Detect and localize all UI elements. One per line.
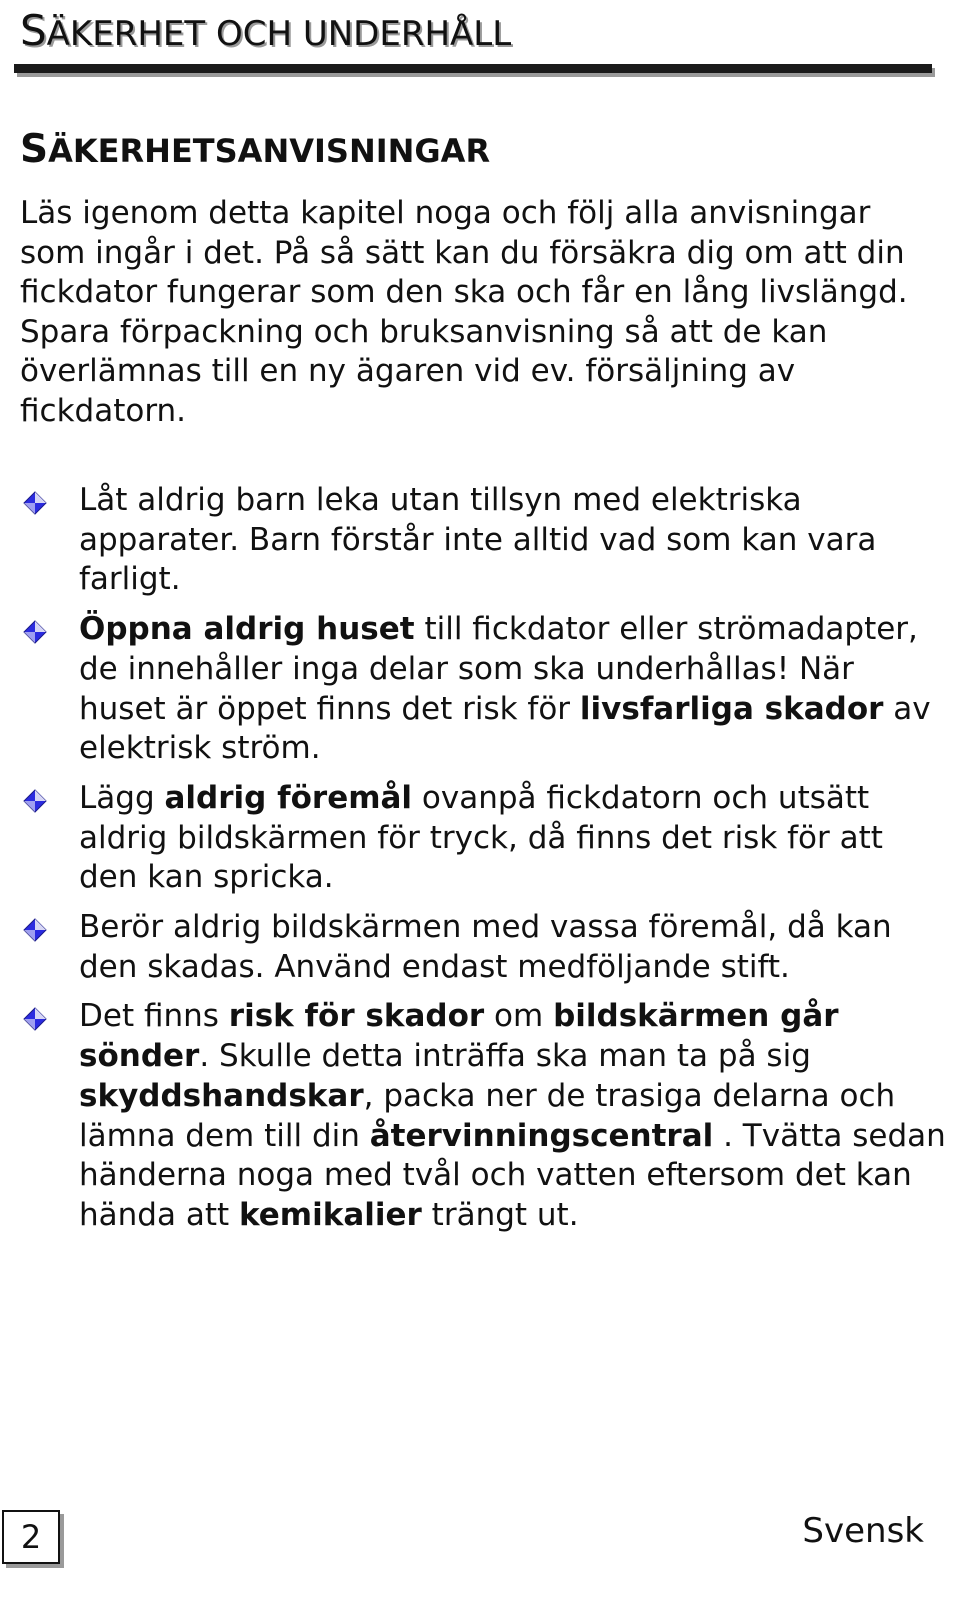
chapter-title	[20, 6, 511, 59]
bullet-text: Låt aldrig barn leka utan tillsyn med elektriska apparater. Barn förstår inte alltid vad som kan vara farligt.	[79, 482, 877, 598]
diamond-bullet-icon	[22, 788, 48, 814]
diamond-bullet-icon	[22, 619, 48, 645]
footer-language: Svensk	[802, 1511, 924, 1551]
list-item	[0, 610, 949, 769]
bullet-emphasis: bildskärmen går sönder	[79, 998, 839, 1075]
bullet-text: trängt ut.	[421, 1196, 579, 1233]
bullet-emphasis: risk för skador	[228, 998, 485, 1035]
bullet-text: Lägg	[79, 779, 165, 816]
safety-instructions-list	[0, 481, 960, 1246]
bullet-emphasis: livsfarliga skador	[579, 690, 884, 727]
bullet-emphasis: kemikalier	[238, 1196, 422, 1233]
bullet-text: . Skulle detta inträffa ska man ta på sig	[199, 1038, 811, 1075]
page-number: 2	[2, 1510, 60, 1564]
bullet-text: om	[484, 998, 554, 1035]
bullet-text: . Tvätta sedan händerna noga med tvål och vatten eftersom det kan hända att	[79, 1117, 946, 1233]
header-rule	[14, 64, 932, 73]
intro-text	[20, 194, 940, 431]
bullet-text: Det finns	[79, 998, 229, 1035]
bullet-text: , packa ner de trasiga delarna och lämna dem till din	[79, 1077, 896, 1154]
chapter-title-rest: ÄKERHET OCH UNDERHÅLL	[46, 14, 512, 54]
list-item	[0, 481, 949, 600]
list-item	[0, 908, 949, 987]
diamond-bullet-icon	[22, 490, 48, 516]
bullet-text: ovanpå fickdatorn och utsätt aldrig bildskärmen för tryck, då finns det risk för att den kan spricka.	[79, 779, 883, 896]
bullet-text: av elektrisk ström.	[79, 690, 931, 767]
intro-paragraph-1: Läs igenom detta kapitel noga och följ alla anvisningar som ingår i det. På så sätt kan du försäkra dig om att din fickdator fungerar som den ska och får en lång livslängd.	[20, 195, 908, 310]
diamond-bullet-icon	[22, 1006, 48, 1032]
section-heading-rest: ÄKERHETSANVISNINGAR	[48, 132, 491, 170]
section-heading	[20, 126, 490, 175]
bullet-text: Berör aldrig bildskärmen med vassa föremål, då kan den skadas. Använd endast medföljande stift.	[79, 909, 892, 985]
bullet-emphasis: skyddshandskar	[79, 1077, 364, 1114]
bullet-text: till fickdator eller strömadapter, de innehåller inga delar som ska underhållas! När huset är öppet finns det risk för	[79, 611, 918, 727]
bullet-emphasis: återvinningscentral	[369, 1117, 714, 1154]
list-item	[0, 997, 949, 1235]
section-heading-initial: S	[20, 127, 49, 172]
intro-paragraph-2: Spara förpackning och bruksanvisning så att de kan överlämnas till en ny ägaren vid ev. försäljning av fickdatorn.	[20, 313, 828, 429]
chapter-title-initial: S	[20, 6, 47, 55]
bullet-emphasis: aldrig föremål	[164, 779, 413, 816]
bullet-emphasis: Öppna aldrig huset	[79, 611, 415, 648]
list-item	[0, 779, 949, 898]
diamond-bullet-icon	[22, 917, 48, 943]
